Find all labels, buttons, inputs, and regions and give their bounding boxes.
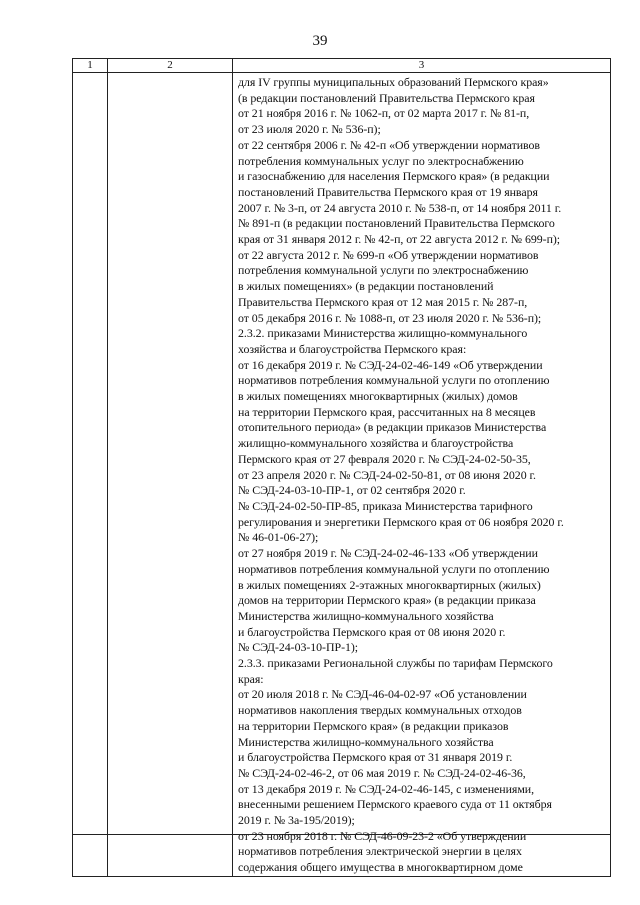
page-number: 39 [312,33,328,49]
text-line: Министерства жилищно-коммунального хозяйства [238,608,494,623]
text-line: нормативов потребления коммунальной услуги по отоплению [238,561,550,576]
text-line: края: [238,671,264,686]
text-line: и благоустройства Пермского края от 08 июня 2020 г. [238,624,506,639]
text-line: и благоустройства Пермского края от 31 января 2019 г. [238,750,513,765]
text-line: от 05 декабря 2016 г. № 1088-п, от 23 июля 2020 г. № 536-п); [238,310,542,325]
table-cell-col1 [73,73,108,877]
column-header-2: 2 [108,59,233,73]
text-line: регулирования и энергетики Пермского края от 06 ноября 2020 г. [238,514,564,529]
table-cell-col3 [233,73,611,877]
text-line: № СЭД-24-03-10-ПР-1, от 02 сентября 2020 г. [238,483,466,498]
text-line: жилищно-коммунального хозяйства и благоустройства [238,436,514,451]
text-line: от 13 декабря 2019 г. № СЭД-24-02-46-145, с изменениями, [238,781,535,796]
text-line: в жилых помещениях 2-этажных многоквартирных (жилых) [238,577,541,592]
text-line: на территории Пермского края» (в редакции приказов [238,718,509,733]
document-table [72,58,611,877]
text-line: (в редакции постановлений Правительства Пермского края [238,90,535,105]
text-line: № 891-п (в редакции постановлений Правительства Пермского [238,216,555,231]
text-line: отопительного периода» (в редакции приказов Министерства [238,420,547,435]
column-header-3: 3 [233,59,611,73]
text-line: от 23 июля 2020 г. № 536-п); [238,122,381,137]
text-line: Министерства жилищно-коммунального хозяйства [238,734,494,749]
text-line: 2019 г. № 3а-195/2019); [238,813,355,828]
text-line: края от 31 января 2012 г. № 42-п, от 22 августа 2012 г. № 699-п); [238,232,561,247]
text-line: внесенными решением Пермского краевого суда от 11 октября [238,797,552,812]
text-line: хозяйства и благоустройства Пермского края: [238,341,467,356]
text-line: в жилых помещениях многоквартирных (жилых) домов [238,389,518,404]
text-line: постановлений Правительства Пермского края от 19 января [238,184,538,199]
table-cell-col2 [108,73,233,877]
text-line: от 16 декабря 2019 г. № СЭД-24-02-46-149 «Об утверждении [238,357,543,372]
text-line: для IV группы муниципальных образований Пермского края» [238,75,549,89]
text-line: от 27 ноября 2019 г. № СЭД-24-02-46-133 «Об утверждении [238,546,538,561]
text-line: от 23 апреля 2020 г. № СЭД-24-02-50-81, от 08 июня 2020 г. [238,467,536,482]
text-line: от 22 августа 2012 г. № 699-п «Об утверждении нормативов [238,247,539,262]
text-line: содержания общего имущества в многоквартирном доме [238,860,523,875]
text-line: № СЭД-24-02-46-2, от 06 мая 2019 г. № СЭД-24-02-46-36, [238,765,526,780]
table-row [73,73,611,877]
text-line: потребления коммунальной услуги по электроснабжению [238,263,529,278]
text-line: домов на территории Пермского края» (в редакции приказа [238,593,536,608]
text-line: нормативов потребления коммунальной услуги по отоплению [238,373,550,388]
text-line: № 46-01-06-27); [238,530,319,545]
text-line: Правительства Пермского края от 12 мая 2015 г. № 287-п, [238,294,528,309]
column-header-1: 1 [73,59,108,73]
table-header-row [73,59,611,73]
table-bottom-border [72,834,610,835]
text-line: от 22 сентября 2006 г. № 42-п «Об утверждении нормативов [238,137,540,152]
text-line: от 20 июля 2018 г. № СЭД-46-04-02-97 «Об установлении [238,687,527,702]
text-line: 2.3.3. приказами Региональной службы по тарифам Пермского [238,656,553,671]
text-line: нормативов накопления твердых коммунальных отходов [238,703,522,718]
text-line: на территории Пермского края, рассчитанных на 8 месяцев [238,404,536,419]
text-line: Пермского края от 27 февраля 2020 г. № СЭД-24-02-50-35, [238,451,531,466]
text-line: № СЭД-24-02-50-ПР-85, приказа Министерства тарифного [238,498,533,513]
text-line: 2.3.2. приказами Министерства жилищно-коммунального [238,326,528,341]
text-line: № СЭД-24-03-10-ПР-1); [238,640,359,655]
text-line: от 23 ноября 2018 г. № СЭД-46-09-23-2 «Об утверждении [238,828,527,843]
text-line: 2007 г. № 3-п, от 24 августа 2010 г. № 538-п, от 14 ноября 2011 г. [238,200,562,215]
text-line: потребления коммунальных услуг по электроснабжению [238,153,524,168]
legal-text-block [238,75,610,876]
text-line: от 21 ноября 2016 г. № 1062-п, от 02 марта 2017 г. № 81-п, [238,106,530,121]
text-line: и газоснабжению для населения Пермского края» (в редакции [238,169,550,184]
text-line: нормативов потребления электрической энергии в целях [238,844,522,859]
text-line: в жилых помещениях» (в редакции постановлений [238,279,494,294]
